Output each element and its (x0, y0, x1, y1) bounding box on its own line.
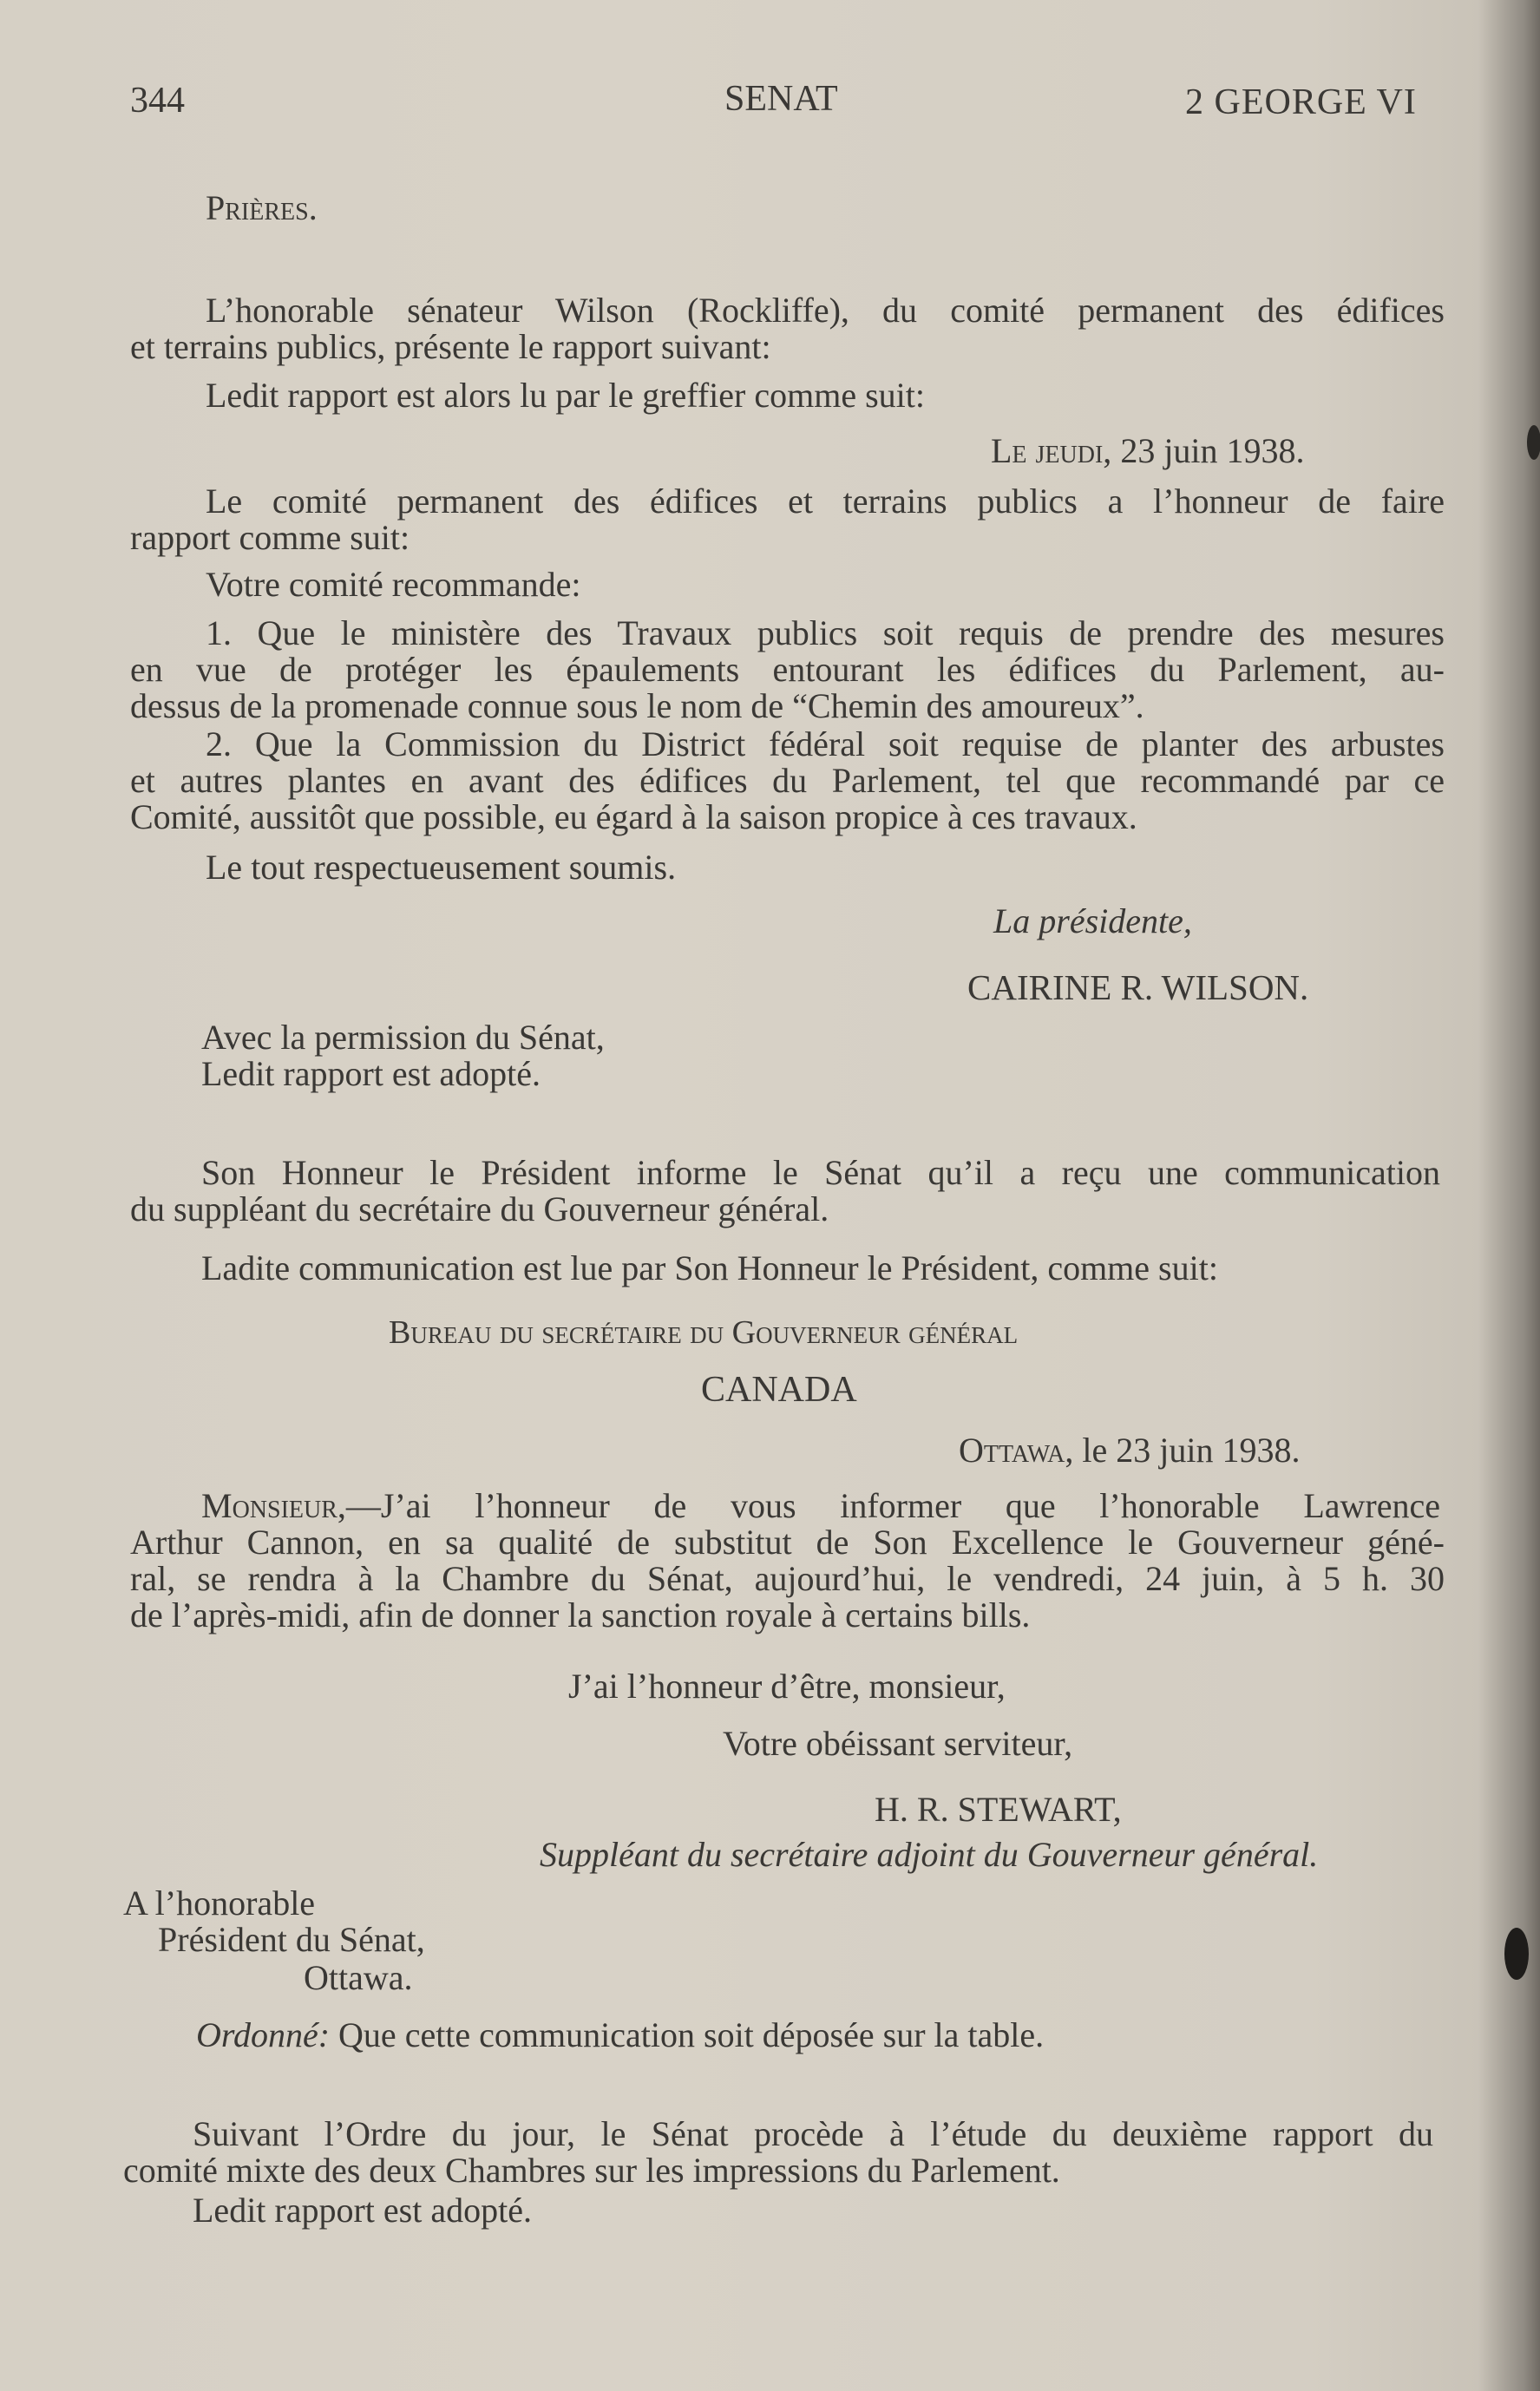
letter-closing-2: Votre obéissant serviteur, (723, 1724, 1073, 1763)
letter-body-line-3: ral, se rendra à la Chambre du Sénat, aujourd’hui, le vendredi, 24 juin, à 5 h. 30 (130, 1559, 1445, 1598)
letter-country: CANADA (701, 1370, 857, 1410)
letter-office-heading: Bureau du secrétaire du Gouverneur général (389, 1314, 1019, 1351)
prieres-heading: Prières. (206, 188, 318, 227)
letter-body-line-4: de l’après-midi, afin de donner la sanction royale à certains bills. (130, 1595, 1031, 1634)
letter-date-rest: le 23 juin 1938. (1073, 1431, 1301, 1470)
running-head-section: SENAT (724, 79, 838, 119)
letter-body-line-2: Arthur Cannon, en sa qualité de substitut de Son Excellence le Gouverneur géné- (130, 1523, 1445, 1562)
letter-body-line-1 (201, 1487, 1440, 1525)
report-read-line: Ledit rapport est alors lu par le greffier comme suit: (206, 376, 925, 415)
report-intro-line-2: et terrains publics, présente le rapport suivant: (130, 327, 771, 366)
binding-mark (1527, 425, 1540, 460)
addressee-line-3: Ottawa. (304, 1958, 413, 1997)
addressee-line-2: Président du Sénat, (158, 1920, 425, 1959)
ordonne-line (196, 2016, 1044, 2054)
item1-line-2: en vue de protéger les épaulements entourant les édifices du Parlement, au- (130, 650, 1445, 689)
report-body-line-2: rapport comme suit: (130, 518, 410, 557)
running-head-regnal-year: 2 GEORGE VI (1185, 82, 1417, 122)
ordre-du-jour-line-3: Ledit rapport est adopté. (193, 2191, 532, 2230)
page-number: 344 (130, 81, 185, 121)
binding-mark (1504, 1928, 1529, 1980)
letter-signer-title: Suppléant du secrétaire adjoint du Gouverneur général. (540, 1835, 1319, 1874)
letter-body-line-1-text: —J’ai l’honneur de vous informer que l’honorable Lawrence (345, 1486, 1440, 1525)
report-date-rest: 23 juin 1938. (1111, 431, 1305, 470)
letter-city: Ottawa, (959, 1431, 1074, 1470)
report-signature-name: CAIRINE R. WILSON. (967, 967, 1309, 1007)
adoption-line-1: Avec la permission du Sénat, (201, 1018, 605, 1057)
adoption-line-2: Ledit rapport est adopté. (201, 1054, 541, 1093)
report-date (991, 432, 1305, 470)
report-body-line-1: Le comité permanent des édifices et terrains publics a l’honneur de faire (206, 481, 1445, 521)
item1-line-1: 1. Que le ministère des Travaux publics soit requis de prendre des mesures (206, 613, 1445, 652)
report-intro-line-1: L’honorable sénateur Wilson (Rockliffe), du comité permanent des édifices (206, 291, 1445, 330)
ordonne-label: Ordonné: (196, 2015, 331, 2054)
letter-date (959, 1431, 1300, 1470)
report-closing: Le tout respectueusement soumis. (206, 848, 677, 887)
letter-closing-1: J’ai l’honneur d’être, monsieur, (568, 1667, 1006, 1706)
communication-read-line: Ladite communication est lue par Son Honneur le Président, comme suit: (201, 1248, 1218, 1287)
item2-line-2: et autres plantes en avant des édifices du Parlement, tel que recommandé par ce (130, 761, 1445, 800)
addressee-line-1: A l’honorable (123, 1883, 316, 1923)
communication-intro-line-2: du suppléant du secrétaire du Gouverneur général. (130, 1189, 829, 1228)
letter-salutation: Monsieur, (201, 1486, 346, 1525)
report-signature-title: La présidente, (993, 901, 1192, 940)
letter-signer: H. R. STEWART, (875, 1790, 1122, 1829)
report-recommande: Votre comité recommande: (206, 565, 581, 604)
ordre-du-jour-line-2: comité mixte des deux Chambres sur les impressions du Parlement. (123, 2151, 1060, 2190)
communication-intro-line-1: Son Honneur le Président informe le Sénat qu’il a reçu une communication (201, 1153, 1440, 1192)
report-date-day: Le jeudi, (991, 431, 1112, 470)
item2-line-3: Comité, aussitôt que possible, eu égard à la saison propice à ces travaux. (130, 797, 1137, 836)
item1-line-3: dessus de la promenade connue sous le nom de “Chemin des amoureux”. (130, 686, 1144, 725)
item2-line-1: 2. Que la Commission du District fédéral soit requise de planter des arbustes (206, 724, 1445, 763)
ordre-du-jour-line-1: Suivant l’Ordre du jour, le Sénat procède à l’étude du deuxième rapport du (193, 2114, 1433, 2153)
ordonne-text: Que cette communication soit déposée sur la table. (330, 2015, 1045, 2054)
